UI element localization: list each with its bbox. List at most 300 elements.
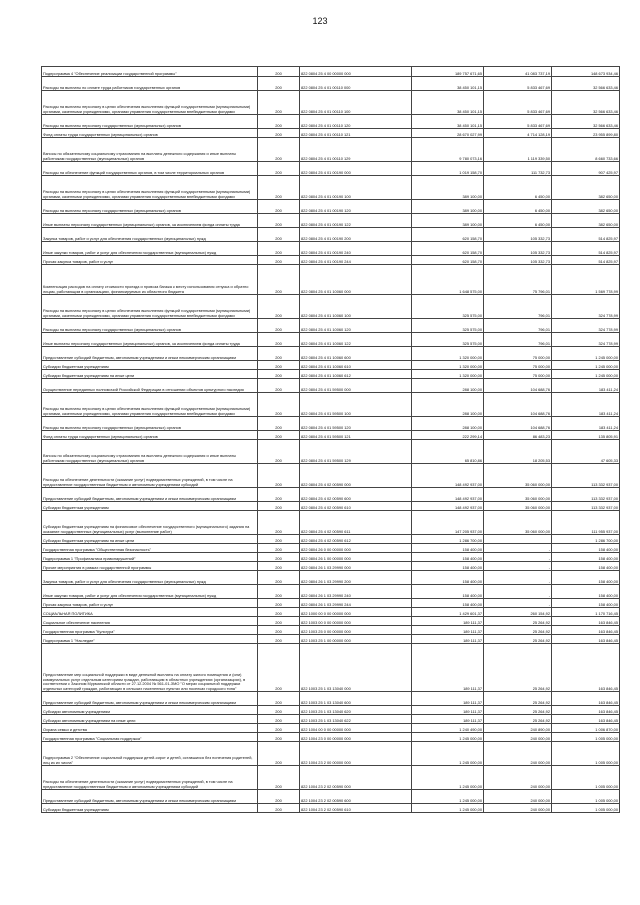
row-unexecuted-amount-cell: 1 245 000,00	[552, 347, 620, 361]
row-executed-amount-cell: 105 332,73	[484, 242, 552, 256]
row-name-cell: Субсидии автономным учреждениям на иные цели	[42, 715, 258, 724]
row-name-cell: Расходы на выплаты по оплате труда работников государственных органов	[42, 77, 258, 91]
row-code-cell: 200	[258, 790, 300, 804]
row-classification-cell: 822 0804 25 4 01 00190 100	[300, 176, 412, 200]
row-unexecuted-amount-cell: 113 332 937,00	[552, 488, 620, 502]
row-unexecuted-amount-cell: 163 846,45	[552, 626, 620, 635]
row-executed-amount-cell: 5 833 467,69	[484, 91, 552, 115]
row-approved-amount-cell: 9 780 073,16	[412, 138, 484, 162]
row-classification-cell: 822 1004 23 2 02 00590 600	[300, 790, 412, 804]
row-approved-amount-cell: 1 240 490,00	[412, 724, 484, 733]
row-code-cell: 200	[258, 511, 300, 535]
budget-execution-table	[41, 66, 620, 813]
row-approved-amount-cell: 325 575,00	[412, 333, 484, 347]
row-code-cell: 200	[258, 379, 300, 393]
row-classification-cell: 822 0804 26 1 03 29990 244	[300, 599, 412, 608]
table-row	[42, 162, 620, 176]
row-unexecuted-amount-cell: 47 605,33	[552, 440, 620, 464]
row-name-cell: Социальное обеспечение населения	[42, 617, 258, 626]
table-row	[42, 265, 620, 295]
table-row	[42, 766, 620, 790]
row-unexecuted-amount-cell: 514 825,97	[552, 242, 620, 256]
row-approved-amount-cell: 288 100,00	[412, 417, 484, 431]
row-unexecuted-amount-cell: 158 400,00	[552, 571, 620, 585]
row-name-cell: Предоставление субсидий бюджетным, автономным учреждениям и иным некоммерческим организациям	[42, 692, 258, 706]
row-name-cell: Расходы на выплаты персоналу в целях обеспечения выполнения функций государственными (муниципальными) органами, казенными учреждениями, органами управления государственными внебюджетными фондами	[42, 91, 258, 115]
table-row	[42, 715, 620, 724]
row-approved-amount-cell: 38 450 101,15	[412, 91, 484, 115]
row-code-cell: 200	[258, 370, 300, 379]
row-approved-amount-cell: 189 111,37	[412, 644, 484, 692]
row-unexecuted-amount-cell: 1 005 000,00	[552, 790, 620, 804]
row-unexecuted-amount-cell: 1 245 000,00	[552, 370, 620, 379]
table-row	[42, 488, 620, 502]
row-code-cell: 200	[258, 115, 300, 129]
row-classification-cell: 822 1004 23 2 00 00000 000	[300, 742, 412, 766]
row-code-cell: 200	[258, 635, 300, 644]
row-classification-cell: 822 1004 23 0 00 00000 000	[300, 733, 412, 742]
row-executed-amount-cell: 6 450,00	[484, 214, 552, 228]
row-code-cell: 200	[258, 138, 300, 162]
row-approved-amount-cell: 28 670 027,99	[412, 129, 484, 138]
table-row	[42, 393, 620, 417]
table-row	[42, 417, 620, 431]
row-executed-amount-cell: -	[484, 599, 552, 608]
row-executed-amount-cell	[484, 535, 552, 544]
table-row	[42, 608, 620, 617]
row-name-cell: Иные выплаты персоналу государственных (муниципальных) органов, за исключением фонда оплаты труда	[42, 214, 258, 228]
row-code-cell: 200	[258, 571, 300, 585]
row-classification-cell: 822 0804 25 4 01 00110 100	[300, 91, 412, 115]
row-name-cell: Субсидии бюджетным учреждениям	[42, 361, 258, 370]
row-approved-amount-cell: 148 492 937,00	[412, 502, 484, 511]
row-name-cell: Расходы на выплаты персоналу в целях обеспечения выполнения функций государственными (муниципальными) органами, казенными учреждениями, органами управления государственными внебюджетными фондами	[42, 393, 258, 417]
row-unexecuted-amount-cell: 1 170 716,45	[552, 608, 620, 617]
row-unexecuted-amount-cell: 1 569 778,99	[552, 265, 620, 295]
row-code-cell: 200	[258, 265, 300, 295]
row-executed-amount-cell: 75 000,00	[484, 370, 552, 379]
row-name-cell: Предоставление субсидий бюджетным, автономным учреждениям и иным некоммерческим организациям	[42, 488, 258, 502]
row-approved-amount-cell: 620 158,70	[412, 242, 484, 256]
row-code-cell: 200	[258, 91, 300, 115]
row-classification-cell: 822 0804 25 4 00 00000 000	[300, 67, 412, 77]
row-classification-cell: 822 0804 25 4 01 59500 129	[300, 440, 412, 464]
row-approved-amount-cell: 1 245 000,00	[412, 733, 484, 742]
row-classification-cell: 822 0804 25 4 01 10060 100	[300, 295, 412, 319]
row-name-cell: Расходы на обеспечение функций государственных органов, в том числе территориальных органов	[42, 162, 258, 176]
row-unexecuted-amount-cell: 324 778,99	[552, 295, 620, 319]
row-name-cell: Расходы на выплаты персоналу государственных (муниципальных) органов	[42, 319, 258, 333]
row-classification-cell: 822 0804 25 4 02 00590 600	[300, 488, 412, 502]
row-unexecuted-amount-cell: 111 955 937,00	[552, 511, 620, 535]
row-unexecuted-amount-cell: 514 825,97	[552, 256, 620, 265]
row-classification-cell: 822 0804 25 4 01 10060 612	[300, 370, 412, 379]
row-classification-cell: 822 0804 25 4 01 59500 100	[300, 393, 412, 417]
row-approved-amount-cell: 1 320 000,00	[412, 347, 484, 361]
table-row	[42, 319, 620, 333]
row-unexecuted-amount-cell: 135 805,91	[552, 431, 620, 440]
row-name-cell: Субсидии автономным учреждениям	[42, 706, 258, 715]
row-unexecuted-amount-cell: 324 778,99	[552, 333, 620, 347]
row-executed-amount-cell: 260 154,92	[484, 608, 552, 617]
row-unexecuted-amount-cell: 163 846,45	[552, 644, 620, 692]
row-approved-amount-cell: 189 111,37	[412, 715, 484, 724]
row-classification-cell: 822 0804 25 4 01 00190 200	[300, 228, 412, 242]
row-approved-amount-cell: 1 429 601,37	[412, 608, 484, 617]
row-executed-amount-cell: 4 714 128,19	[484, 129, 552, 138]
row-unexecuted-amount-cell: 1 006 870,00	[552, 724, 620, 733]
row-unexecuted-amount-cell: 183 411,24	[552, 417, 620, 431]
row-name-cell: Прочая закупка товаров, работ и услуг	[42, 599, 258, 608]
row-executed-amount-cell: -	[484, 544, 552, 553]
row-code-cell: 200	[258, 715, 300, 724]
row-code-cell: 200	[258, 585, 300, 599]
table-row	[42, 706, 620, 715]
row-name-cell: Закупка товаров, работ и услуг для обеспечения государственных (муниципальных) нужд	[42, 228, 258, 242]
row-unexecuted-amount-cell: 183 411,24	[552, 393, 620, 417]
row-classification-cell: 822 0804 26 0 00 00000 000	[300, 544, 412, 553]
row-classification-cell: 822 0804 25 4 01 10060 000	[300, 265, 412, 295]
row-approved-amount-cell: 148 492 937,00	[412, 488, 484, 502]
row-code-cell: 200	[258, 742, 300, 766]
table-row	[42, 256, 620, 265]
row-approved-amount-cell: 1 286 700,00	[412, 535, 484, 544]
row-approved-amount-cell: 189 111,37	[412, 635, 484, 644]
row-approved-amount-cell: 222 299,14	[412, 431, 484, 440]
row-approved-amount-cell: 389 100,00	[412, 176, 484, 200]
row-name-cell: Взносы по обязательному социальному страхованию на выплаты денежного содержания и иные выплаты работникам государственных (муниципальных) органов	[42, 440, 258, 464]
row-executed-amount-cell: 25 264,92	[484, 644, 552, 692]
row-code-cell: 200	[258, 347, 300, 361]
row-unexecuted-amount-cell: 1 005 000,00	[552, 742, 620, 766]
row-classification-cell: 822 0804 26 1 03 29990 240	[300, 585, 412, 599]
row-code-cell: 200	[258, 724, 300, 733]
row-executed-amount-cell: 796,01	[484, 295, 552, 319]
row-name-cell: Расходы на выплаты персоналу государственных (муниципальных) органов	[42, 417, 258, 431]
row-unexecuted-amount-cell: 113 332 937,00	[552, 464, 620, 488]
table-row	[42, 176, 620, 200]
row-executed-amount-cell: 35 060 000,00	[484, 511, 552, 535]
row-classification-cell: 822 0804 25 4 01 10060 122	[300, 333, 412, 347]
row-code-cell: 200	[258, 562, 300, 571]
row-approved-amount-cell: 189 111,37	[412, 692, 484, 706]
row-approved-amount-cell: 288 100,00	[412, 379, 484, 393]
row-name-cell: Расходы на выплаты персоналу государственных (муниципальных) органов	[42, 115, 258, 129]
row-approved-amount-cell: 158 400,00	[412, 571, 484, 585]
table-row	[42, 724, 620, 733]
row-executed-amount-cell: 35 060 000,00	[484, 464, 552, 488]
row-classification-cell: 822 0804 25 4 01 00190 120	[300, 200, 412, 214]
row-approved-amount-cell: 38 450 101,15	[412, 77, 484, 91]
row-executed-amount-cell: 18 205,53	[484, 440, 552, 464]
table-row	[42, 502, 620, 511]
row-classification-cell: 822 1003 00 0 00 00000 000	[300, 617, 412, 626]
row-executed-amount-cell: -	[484, 571, 552, 585]
table-row	[42, 790, 620, 804]
row-unexecuted-amount-cell: 32 566 633,46	[552, 77, 620, 91]
table-row	[42, 431, 620, 440]
row-code-cell: 200	[258, 766, 300, 790]
row-code-cell: 200	[258, 553, 300, 562]
row-classification-cell: 822 1003 25 0 00 00000 000	[300, 626, 412, 635]
row-code-cell: 200	[258, 608, 300, 617]
row-classification-cell: 822 0804 25 4 01 10060 120	[300, 319, 412, 333]
row-classification-cell: 822 1004 00 0 00 00000 000	[300, 724, 412, 733]
row-unexecuted-amount-cell: 1 005 000,00	[552, 733, 620, 742]
row-executed-amount-cell: 5 833 467,69	[484, 115, 552, 129]
row-approved-amount-cell: 147 205 937,00	[412, 511, 484, 535]
table-row	[42, 440, 620, 464]
row-name-cell: Субсидии бюджетным учреждениям	[42, 804, 258, 813]
table-row	[42, 379, 620, 393]
row-approved-amount-cell: 1 245 000,00	[412, 790, 484, 804]
row-unexecuted-amount-cell: 1 005 000,00	[552, 804, 620, 813]
row-executed-amount-cell: -	[484, 562, 552, 571]
row-name-cell: Компенсация расходов на оплату стоимости проезда и провоза багажа к месту использования отпуска и обратно лицам, работающим в организациях, финансируемых из областного бюджета	[42, 265, 258, 295]
row-name-cell: Расходы на обеспечение деятельности (оказание услуг) подведомственных учреждений, в том числе на предоставление государственным бюджетным и автономным учреждениям субсидий	[42, 464, 258, 488]
row-code-cell: 200	[258, 488, 300, 502]
row-classification-cell: 822 1003 25 1 00 00000 000	[300, 635, 412, 644]
row-code-cell: 200	[258, 333, 300, 347]
row-name-cell: Подпрограмма 1 "Наследие"	[42, 635, 258, 644]
table-row	[42, 553, 620, 562]
row-name-cell: Расходы на выплаты персоналу государственных (муниципальных) органов	[42, 200, 258, 214]
row-name-cell: Субсидии бюджетным учреждениям на иные цели	[42, 370, 258, 379]
table-row	[42, 67, 620, 77]
row-executed-amount-cell: 25 264,92	[484, 692, 552, 706]
table-row	[42, 544, 620, 553]
row-name-cell: Субсидии бюджетным учреждениям на финансовое обеспечение государственного (муниципального) задания на оказание государственных (муниципальных) услуг (выполнение работ)	[42, 511, 258, 535]
table-row	[42, 228, 620, 242]
table-row	[42, 115, 620, 129]
row-classification-cell: 822 0804 25 4 01 00110 000	[300, 77, 412, 91]
row-code-cell: 200	[258, 692, 300, 706]
row-unexecuted-amount-cell: 8 660 733,66	[552, 138, 620, 162]
row-unexecuted-amount-cell: 158 400,00	[552, 544, 620, 553]
row-executed-amount-cell: 240 000,00	[484, 766, 552, 790]
table-row	[42, 692, 620, 706]
row-executed-amount-cell: -	[484, 553, 552, 562]
row-code-cell: 200	[258, 417, 300, 431]
row-executed-amount-cell: 111 732,73	[484, 162, 552, 176]
row-code-cell: 200	[258, 502, 300, 511]
row-executed-amount-cell: 25 264,92	[484, 715, 552, 724]
row-unexecuted-amount-cell: 163 846,45	[552, 706, 620, 715]
row-executed-amount-cell: 104 688,76	[484, 379, 552, 393]
table-row	[42, 464, 620, 488]
row-approved-amount-cell: 620 158,70	[412, 256, 484, 265]
table-row	[42, 571, 620, 585]
table-row	[42, 626, 620, 635]
row-classification-cell: 822 1003 25 1 03 13040 622	[300, 715, 412, 724]
row-executed-amount-cell: 104 688,76	[484, 393, 552, 417]
row-classification-cell: 822 0804 25 4 01 59500 121	[300, 431, 412, 440]
row-classification-cell: 822 0804 25 4 01 00110 121	[300, 129, 412, 138]
row-code-cell: 200	[258, 733, 300, 742]
row-unexecuted-amount-cell: 382 650,00	[552, 214, 620, 228]
row-executed-amount-cell: 35 060 000,00	[484, 488, 552, 502]
row-code-cell: 200	[258, 295, 300, 319]
table-row	[42, 77, 620, 91]
row-name-cell: Фонд оплаты труда государственных (муниципальных) органов	[42, 129, 258, 138]
row-executed-amount-cell: 35 060 000,00	[484, 502, 552, 511]
row-executed-amount-cell: 25 264,92	[484, 617, 552, 626]
row-executed-amount-cell: 86 483,23	[484, 431, 552, 440]
row-name-cell: Иные выплаты персоналу государственных (муниципальных) органов, за исключением фонда оплаты труда	[42, 333, 258, 347]
row-classification-cell: 822 0804 25 4 02 00590 000	[300, 464, 412, 488]
row-unexecuted-amount-cell: 163 846,45	[552, 635, 620, 644]
row-executed-amount-cell: 5 833 467,69	[484, 77, 552, 91]
row-classification-cell: 822 0804 26 1 03 29990 000	[300, 562, 412, 571]
row-code-cell: 200	[258, 319, 300, 333]
row-approved-amount-cell: 620 158,70	[412, 228, 484, 242]
row-approved-amount-cell: 1 245 000,00	[412, 742, 484, 766]
table-row	[42, 242, 620, 256]
table-row	[42, 644, 620, 692]
row-classification-cell: 822 0804 25 4 02 00590 612	[300, 535, 412, 544]
row-name-cell: Подпрограмма 2 "Обеспечение социальной поддержки детей-сирот и детей, оставшихся без попечения родителей, лиц из их числа"	[42, 742, 258, 766]
row-code-cell: 200	[258, 464, 300, 488]
row-code-cell: 200	[258, 544, 300, 553]
row-unexecuted-amount-cell: 32 566 633,46	[552, 91, 620, 115]
row-name-cell: Предоставление субсидий бюджетным, автономным учреждениям и иным некоммерческим организациям	[42, 790, 258, 804]
row-executed-amount-cell: 75 000,00	[484, 347, 552, 361]
table-row	[42, 214, 620, 228]
row-name-cell: Расходы на выплаты персоналу в целях обеспечения выполнения функций государственными (муниципальными) органами, казенными учреждениями, органами управления государственными внебюджетными фондами	[42, 295, 258, 319]
row-classification-cell: 822 1003 25 1 03 13040 000	[300, 644, 412, 692]
table-row	[42, 742, 620, 766]
table-row	[42, 804, 620, 813]
table-row	[42, 91, 620, 115]
row-approved-amount-cell: 1 245 000,00	[412, 804, 484, 813]
row-classification-cell: 822 0804 25 4 01 10060 610	[300, 361, 412, 370]
row-code-cell: 200	[258, 77, 300, 91]
row-executed-amount-cell: 25 264,92	[484, 635, 552, 644]
row-code-cell: 200	[258, 393, 300, 417]
row-name-cell: Государственная программа "Общественная безопасность"	[42, 544, 258, 553]
row-executed-amount-cell: 240 000,00	[484, 733, 552, 742]
table-row	[42, 200, 620, 214]
table-row	[42, 585, 620, 599]
row-approved-amount-cell: 389 100,00	[412, 214, 484, 228]
row-approved-amount-cell: 325 575,00	[412, 295, 484, 319]
row-executed-amount-cell: 6 450,00	[484, 200, 552, 214]
row-name-cell: Иные закупки товаров, работ и услуг для обеспечения государственных (муниципальных) нужд	[42, 585, 258, 599]
row-approved-amount-cell: 148 492 937,00	[412, 464, 484, 488]
row-code-cell: 200	[258, 200, 300, 214]
row-classification-cell: 822 1004 23 2 02 00590 610	[300, 804, 412, 813]
row-executed-amount-cell: 75 796,01	[484, 265, 552, 295]
row-code-cell: 200	[258, 129, 300, 138]
row-name-cell: Подпрограмма 4 "Обеспечение реализации государственной программы"	[42, 67, 258, 77]
row-classification-cell: 822 0804 25 4 01 59500 120	[300, 417, 412, 431]
row-approved-amount-cell: 189 111,37	[412, 626, 484, 635]
row-approved-amount-cell: 158 400,00	[412, 553, 484, 562]
row-unexecuted-amount-cell: 163 846,45	[552, 692, 620, 706]
table-row	[42, 361, 620, 370]
row-executed-amount-cell: 1 119 339,50	[484, 138, 552, 162]
row-classification-cell: 822 0804 25 4 02 00590 610	[300, 502, 412, 511]
row-code-cell: 200	[258, 162, 300, 176]
row-code-cell: 200	[258, 228, 300, 242]
row-code-cell: 200	[258, 535, 300, 544]
row-classification-cell: 822 1003 25 1 03 13040 620	[300, 706, 412, 715]
row-executed-amount-cell: 104 688,76	[484, 417, 552, 431]
row-executed-amount-cell: 75 000,00	[484, 361, 552, 370]
row-approved-amount-cell: 189 111,37	[412, 706, 484, 715]
row-name-cell: Субсидии бюджетным учреждениям	[42, 502, 258, 511]
row-classification-cell: 822 1004 23 2 02 00590 000	[300, 766, 412, 790]
row-classification-cell: 822 0804 25 4 01 00190 244	[300, 256, 412, 265]
table-row	[42, 129, 620, 138]
row-classification-cell: 822 0804 25 4 01 00110 129	[300, 138, 412, 162]
row-approved-amount-cell: 1 648 575,00	[412, 265, 484, 295]
row-classification-cell: 822 0804 25 4 01 59500 000	[300, 379, 412, 393]
row-name-cell: Предоставление мер социальной поддержки в виде денежной выплаты на оплату жилого помещения и (или) коммунальных услуг отдельным категориям граждан, работающим в областных учреждениях (организациях), в соответствии с Законом Мурманской области от 27.12.2004 № 561-01-ЗМО "О мерах социальной поддержки отдельных категорий граждан, работающих в сельских населенных пунктах или поселках городского типа"	[42, 644, 258, 692]
row-executed-amount-cell: 6 450,00	[484, 176, 552, 200]
row-approved-amount-cell: 38 450 101,15	[412, 115, 484, 129]
row-unexecuted-amount-cell: 158 400,00	[552, 599, 620, 608]
table-body	[42, 67, 620, 813]
row-executed-amount-cell: 240 000,00	[484, 742, 552, 766]
row-code-cell: 200	[258, 431, 300, 440]
row-classification-cell: 822 0804 25 4 01 00110 120	[300, 115, 412, 129]
table-row	[42, 617, 620, 626]
row-unexecuted-amount-cell: 514 825,97	[552, 228, 620, 242]
row-classification-cell: 822 0804 25 4 02 00590 611	[300, 511, 412, 535]
table-row	[42, 635, 620, 644]
row-code-cell: 200	[258, 176, 300, 200]
row-code-cell: 200	[258, 626, 300, 635]
row-code-cell: 200	[258, 256, 300, 265]
row-approved-amount-cell: 158 400,00	[412, 585, 484, 599]
row-unexecuted-amount-cell: 183 411,24	[552, 379, 620, 393]
row-code-cell: 200	[258, 440, 300, 464]
row-approved-amount-cell: 158 400,00	[412, 599, 484, 608]
row-unexecuted-amount-cell: 148 673 934,46	[552, 67, 620, 77]
table-row	[42, 599, 620, 608]
row-approved-amount-cell: 288 100,00	[412, 393, 484, 417]
row-approved-amount-cell: 1 320 000,00	[412, 361, 484, 370]
row-executed-amount-cell: 796,01	[484, 319, 552, 333]
row-approved-amount-cell: 189 757 671,65	[412, 67, 484, 77]
table-row	[42, 733, 620, 742]
row-approved-amount-cell: 389 100,00	[412, 200, 484, 214]
row-unexecuted-amount-cell: 158 400,00	[552, 562, 620, 571]
table-row	[42, 370, 620, 379]
row-executed-amount-cell: 240 000,00	[484, 790, 552, 804]
row-classification-cell: 822 0804 26 1 03 29990 200	[300, 571, 412, 585]
row-unexecuted-amount-cell: 1 286 700,00	[552, 535, 620, 544]
row-approved-amount-cell: 158 400,00	[412, 544, 484, 553]
row-executed-amount-cell: 796,01	[484, 333, 552, 347]
row-unexecuted-amount-cell: 324 778,99	[552, 319, 620, 333]
row-classification-cell: 822 0804 25 4 01 00190 122	[300, 214, 412, 228]
row-code-cell: 200	[258, 67, 300, 77]
row-approved-amount-cell: 1 019 158,70	[412, 162, 484, 176]
row-executed-amount-cell: 41 083 737,19	[484, 67, 552, 77]
table-row	[42, 347, 620, 361]
row-unexecuted-amount-cell: 23 955 899,80	[552, 129, 620, 138]
row-unexecuted-amount-cell: 158 400,00	[552, 553, 620, 562]
row-executed-amount-cell: -	[484, 585, 552, 599]
row-code-cell: 200	[258, 804, 300, 813]
row-executed-amount-cell: 240 890,00	[484, 724, 552, 733]
row-approved-amount-cell: 325 575,00	[412, 319, 484, 333]
table-row	[42, 511, 620, 535]
row-unexecuted-amount-cell: 32 566 633,46	[552, 115, 620, 129]
row-name-cell: Государственная программа "Культура"	[42, 626, 258, 635]
